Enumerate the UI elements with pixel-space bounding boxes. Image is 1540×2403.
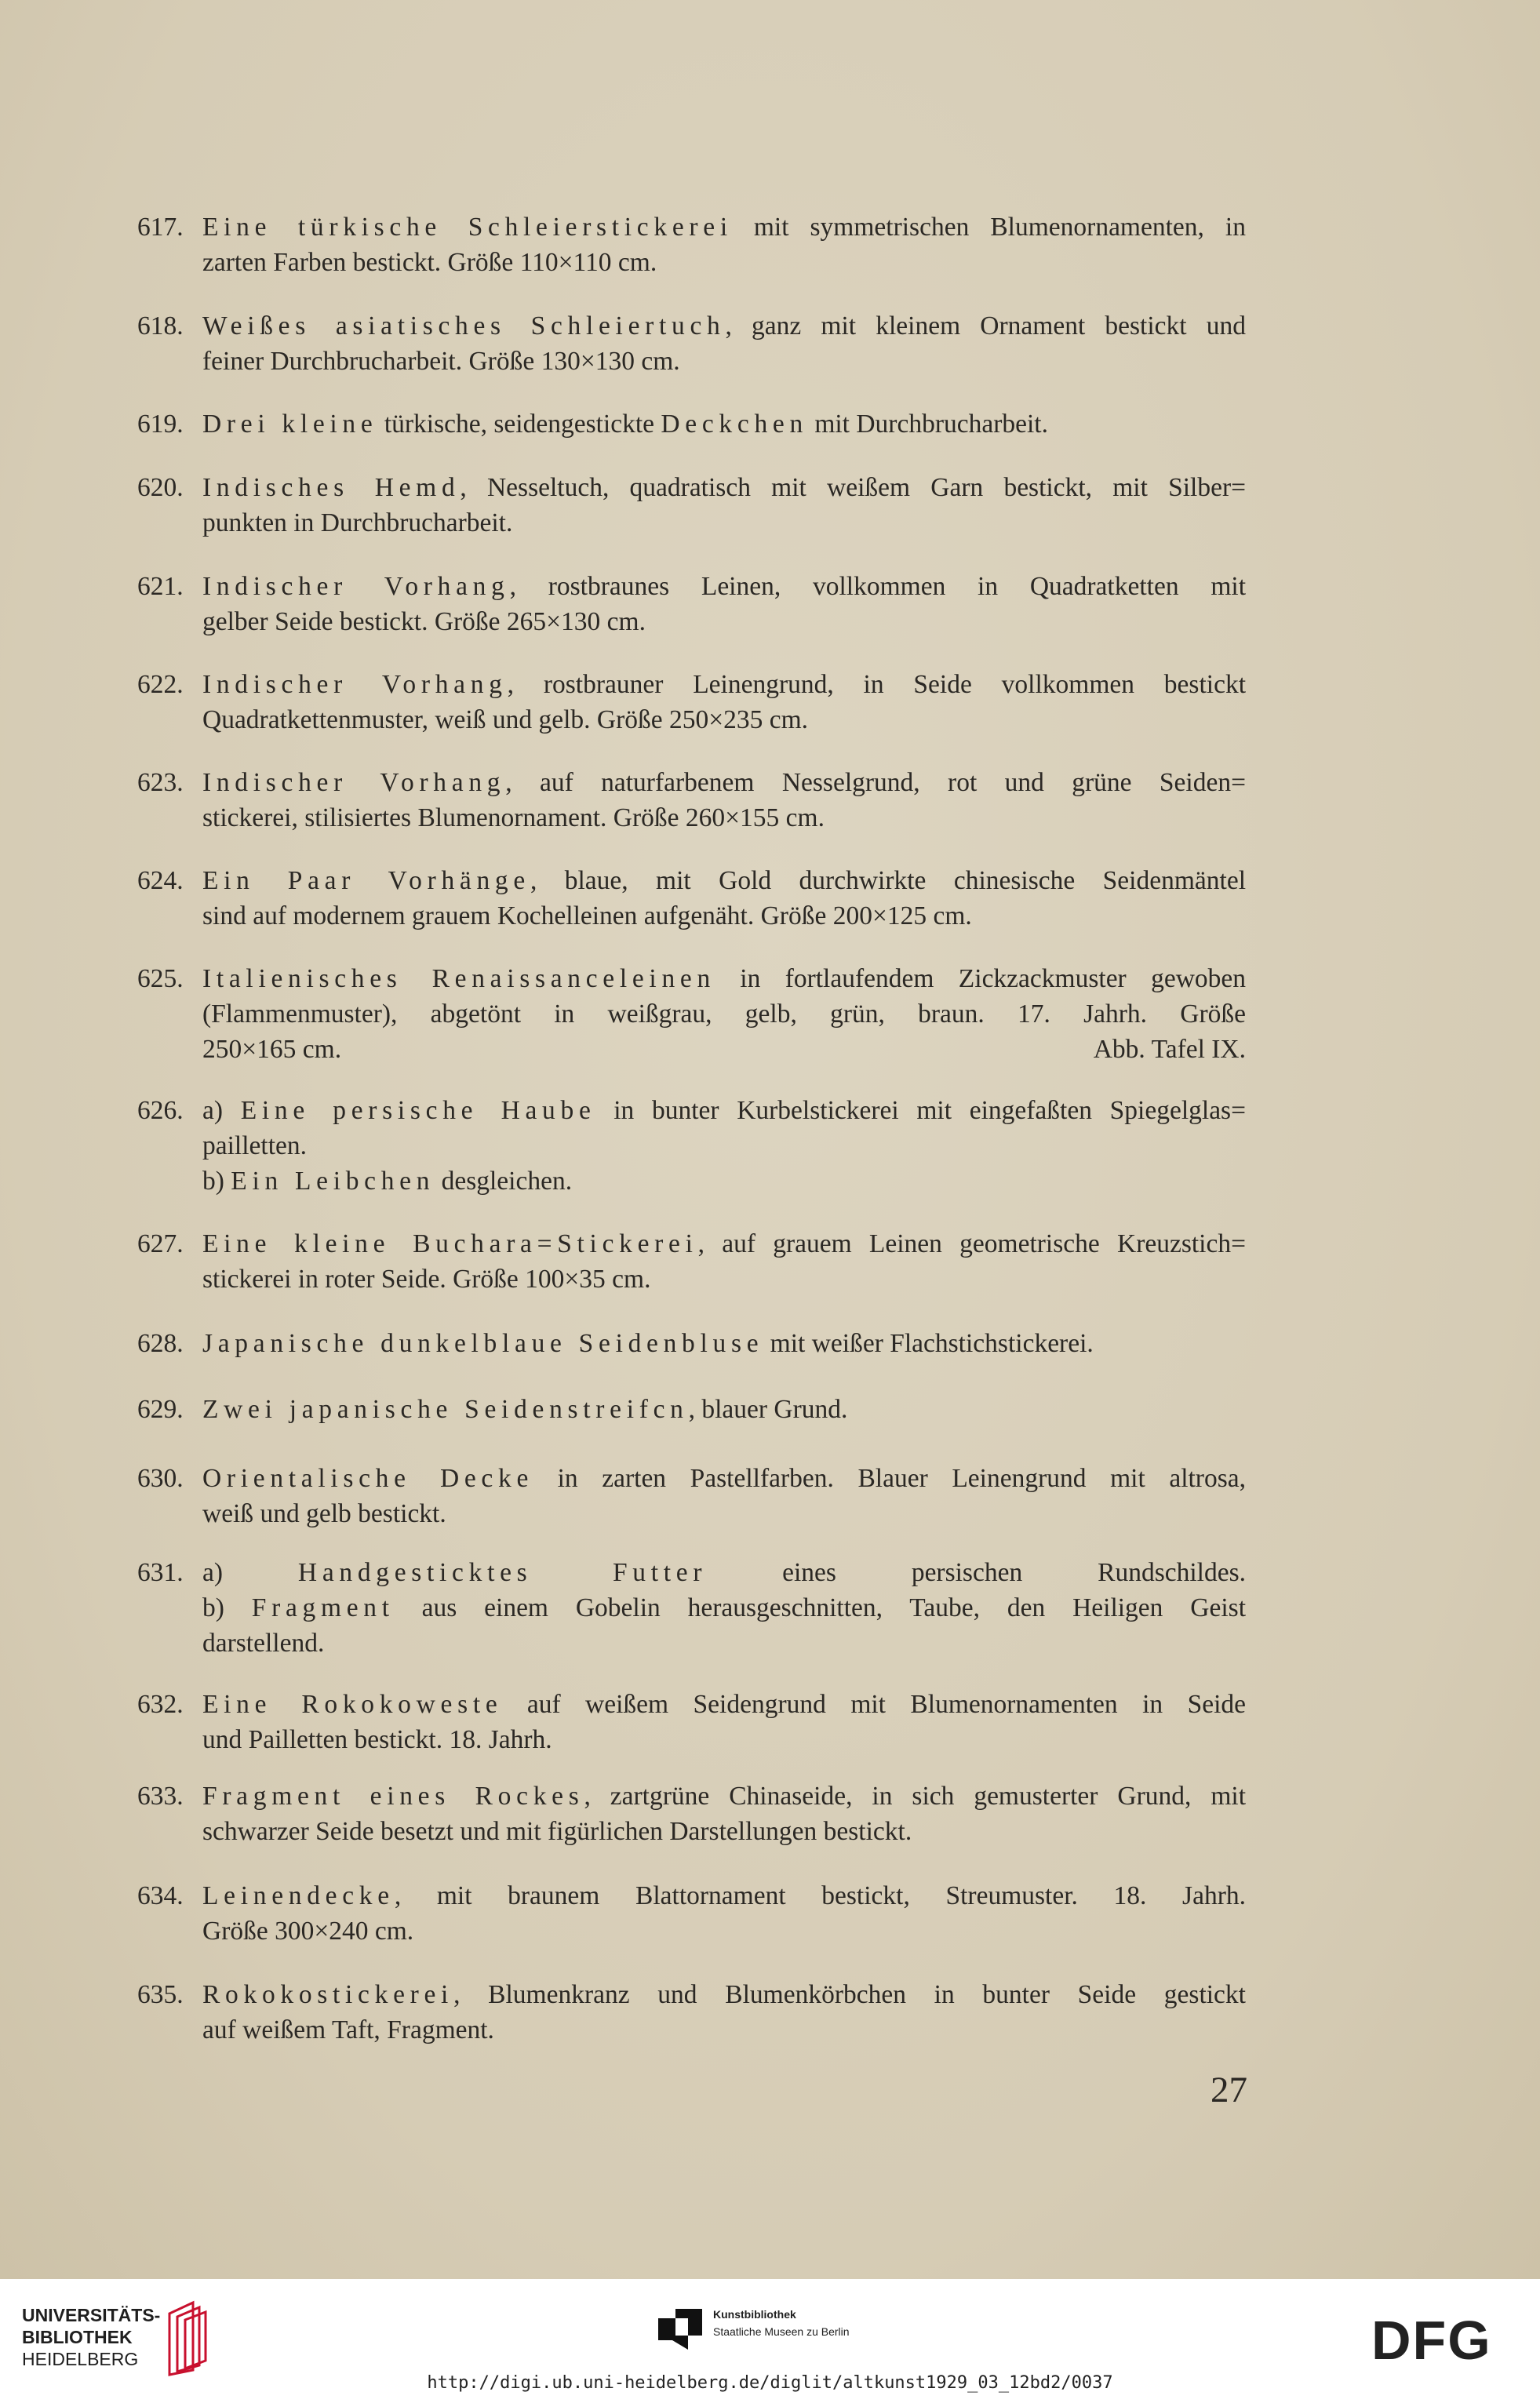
entry-text-segment: , rostbrauner Leinengrund, in Seide vollkommen bestickt: [507, 670, 1246, 699]
kunstbibliothek-emblem-icon: [657, 2307, 704, 2351]
entry-text-segment: und Pailletten bestickt. 18. Jahrh.: [202, 1725, 552, 1754]
dfg-logo[interactable]: [1371, 2312, 1520, 2367]
entry-line: [202, 1461, 1246, 1496]
entry-text: [202, 1878, 1246, 1949]
entry-line: [202, 1093, 1246, 1128]
entry-title-spaced: Deckchen: [661, 410, 808, 439]
entry-text: [202, 1779, 1246, 1849]
entry-title-spaced: Zwei japanische Seidenstreifcn: [202, 1395, 689, 1424]
entry-text-segment: feiner Durchbrucharbeit. Größe 130×130 cm.: [202, 347, 680, 376]
digitization-footer: [0, 2279, 1540, 2403]
entry-text-segment: Abb. Tafel IX.: [1093, 1035, 1246, 1064]
entry-text-segment: mit Durchbrucharbeit.: [807, 410, 1048, 439]
dfg-text: DFG: [1371, 2312, 1492, 2367]
entry-text: [202, 308, 1246, 379]
entry-line: [202, 209, 1246, 245]
entry-text-segment: stickerei, stilisiertes Blumenornament. Größe 260×155 cm.: [202, 803, 825, 832]
entry-text-segment: stickerei in roter Seide. Größe 100×35 cm.: [202, 1265, 651, 1294]
entry-text-segment: weiß und gelb bestickt.: [202, 1499, 446, 1528]
entry-text-segment: schwarzer Seide besetzt und mit figürlichen Darstellungen bestickt.: [202, 1817, 912, 1846]
entry-line: [202, 800, 1246, 836]
entry-number: 624.: [137, 866, 184, 895]
entry-number: 634.: [137, 1881, 184, 1910]
entry-line: [202, 1226, 1246, 1262]
entry-text-segment: türkische, seidengestickte: [377, 410, 661, 439]
entry-text-segment: auf weißem Seidengrund mit Blumenornamenten in Seide: [502, 1690, 1246, 1719]
entry-line: [202, 1392, 1246, 1427]
ub-emblem-icon: [154, 2299, 217, 2378]
entry-title-spaced: Handgesticktes Futter: [297, 1558, 708, 1587]
entry-line: [202, 765, 1246, 800]
entry-line: [202, 1590, 1246, 1626]
entry-text-segment: , Nesseltuch, quadratisch mit weißem Garn bestickt, mit Silber=: [460, 473, 1246, 502]
entry-line: [202, 1163, 1246, 1199]
page-number: 27: [1211, 2070, 1247, 2110]
entry-number: 625.: [137, 964, 184, 993]
ub-line-1: UNIVERSITÄTS-: [22, 2305, 161, 2325]
entry-text-segment: sind auf modernem grauem Kochelleinen aufgenäht. Größe 200×125 cm.: [202, 901, 972, 930]
entry-line: [202, 604, 1246, 639]
entry-title-spaced: Drei kleine: [202, 410, 378, 439]
entry-text-segment: in bunter Kurbelstickerei mit eingefaßten Spiegelglas=: [595, 1096, 1246, 1125]
entry-text-segment: aus einem Gobelin herausgeschnitten, Taube, den Heiligen Geist: [394, 1593, 1246, 1622]
entry-text: [202, 1555, 1246, 1661]
entry-line: [202, 1687, 1246, 1722]
entry-text-segment: desgleichen.: [435, 1167, 573, 1196]
entry-line: [202, 667, 1246, 702]
entry-number: 626.: [137, 1096, 184, 1125]
entry-text-segment: eines persischen Rundschildes.: [707, 1558, 1246, 1587]
entry-line: [202, 961, 1246, 996]
entry-line: [202, 344, 1246, 379]
entry-title-spaced: Leinendecke: [202, 1881, 395, 1910]
entry-line: [202, 1722, 1246, 1757]
entry-title-spaced: Italienisches Renaissanceleinen: [202, 964, 715, 993]
entry-text: [202, 1977, 1246, 2048]
entry-line: [202, 1032, 1246, 1067]
entry-number: 617.: [137, 213, 184, 242]
entry-text: [202, 863, 1246, 934]
entry-line: [202, 1878, 1246, 1913]
entry-text-segment: b): [202, 1593, 252, 1622]
entry-text: [202, 667, 1246, 737]
entry-text-segment: in fortlaufendem Zickzackmuster gewoben: [715, 964, 1247, 993]
entry-text-segment: b): [202, 1167, 231, 1196]
entry-line: [202, 1555, 1246, 1590]
entry-line: [202, 1496, 1246, 1531]
entry-text: [202, 765, 1246, 836]
entry-text-segment: , blaue, mit Gold durchwirkte chinesische Seidenmäntel: [530, 866, 1246, 895]
entry-title-spaced: Indischer Vorhang: [202, 670, 508, 699]
entry-number: 618.: [137, 311, 184, 340]
entry-title-spaced: Weißes asiatisches Schleiertuch: [202, 311, 726, 340]
entry-title-spaced: Japanische dunkelblaue Seidenbluse: [202, 1329, 764, 1358]
entry-number: 628.: [137, 1329, 184, 1358]
entry-text-segment: a): [202, 1558, 298, 1587]
entry-number: 635.: [137, 1980, 184, 2009]
entry-text: [202, 1687, 1246, 1757]
entry-line: [202, 406, 1246, 442]
entry-title-spaced: Orientalische Decke: [202, 1464, 534, 1493]
entry-number: 623.: [137, 768, 184, 797]
entry-text-segment: , rostbraunes Leinen, vollkommen in Quadratketten mit: [509, 572, 1246, 601]
entry-line: [202, 308, 1246, 344]
entry-title-spaced: Ein Leibchen: [231, 1167, 435, 1196]
entry-text-segment: mit symmetrischen Blumenornamenten, in: [732, 213, 1246, 242]
entry-line: [202, 996, 1246, 1032]
entry-number: 620.: [137, 473, 184, 502]
entry-text: [202, 470, 1246, 541]
entry-text-segment: pailletten.: [202, 1131, 308, 1160]
entry-text-segment: , mit braunem Blattornament bestickt, Streumuster. 18. Jahrh.: [394, 1881, 1246, 1910]
entry-line: [202, 1814, 1246, 1849]
entry-number: 619.: [137, 410, 184, 439]
entry-text-segment: a): [202, 1096, 241, 1125]
entry-line: [202, 1779, 1246, 1814]
entry-line: [202, 2012, 1246, 2048]
entry-line: [202, 702, 1246, 737]
entry-title-spaced: Eine türkische Schleierstickerei: [202, 213, 733, 242]
kunstbibliothek-title: Kunstbibliothek: [713, 2308, 796, 2321]
entry-title-spaced: Fragment eines Rockes: [202, 1782, 584, 1811]
entry-text-segment: , Blumenkranz und Blumenkörbchen in bunter Seide gestickt: [453, 1980, 1246, 2009]
entry-text-segment: mit weißer Flachstichstickerei.: [763, 1329, 1094, 1358]
entry-line: [202, 470, 1246, 505]
ub-line-2: BIBLIOTHEK: [22, 2327, 133, 2347]
entry-text: [202, 1326, 1246, 1361]
entry-line: [202, 1262, 1246, 1297]
entry-line: [202, 505, 1246, 541]
entry-title-spaced: Eine Rokokoweste: [202, 1690, 503, 1719]
entry-text-segment: , zartgrüne Chinaseide, in sich gemusterter Grund, mit: [584, 1782, 1246, 1811]
entry-title-spaced: Eine persische Haube: [240, 1096, 596, 1125]
entry-number: 630.: [137, 1464, 184, 1493]
entry-line: [202, 898, 1246, 934]
entry-text-segment: , auf grauem Leinen geometrische Kreuzstich=: [697, 1229, 1246, 1258]
entry-line: [202, 1326, 1246, 1361]
entry-text: [202, 406, 1246, 442]
entry-text-segment: zarten Farben bestickt. Größe 110×110 cm.: [202, 248, 657, 277]
kunstbibliothek-logo[interactable]: [657, 2303, 892, 2357]
entry-text-segment: punkten in Durchbrucharbeit.: [202, 508, 513, 537]
kunstbibliothek-subtitle: Staatliche Museen zu Berlin: [713, 2325, 850, 2338]
entry-text-segment: gelber Seide bestickt. Größe 265×130 cm.: [202, 607, 646, 636]
entry-number: 631.: [137, 1558, 184, 1587]
entry-number: 627.: [137, 1229, 184, 1258]
entry-line: [202, 863, 1246, 898]
entry-text-segment: , ganz mit kleinem Ornament bestickt und: [725, 311, 1247, 340]
entry-line: [202, 1128, 1246, 1163]
entry-number: 633.: [137, 1782, 184, 1811]
entry-title-spaced: Indischer Vorhang: [202, 768, 506, 797]
entry-text-segment: in zarten Pastellfarben. Blauer Leinengrund mit altrosa,: [533, 1464, 1246, 1493]
entry-text: [202, 1226, 1246, 1297]
entry-text-segment: darstellend.: [202, 1629, 325, 1658]
entry-text: [202, 1093, 1246, 1199]
entry-number: 632.: [137, 1690, 184, 1719]
entry-line: [202, 1913, 1246, 1949]
entry-title-spaced: Eine kleine Buchara=Stickerei: [202, 1229, 698, 1258]
permalink-url[interactable]: http://digi.ub.uni-heidelberg.de/diglit/altkunst1929_03_12bd2/0037: [427, 2373, 1113, 2393]
entry-text: [202, 209, 1246, 280]
entry-text-segment: Größe 300×240 cm.: [202, 1917, 414, 1946]
entry-text: [202, 569, 1246, 639]
entry-line: [202, 569, 1246, 604]
entry-text-segment: (Flammenmuster), abgetönt in weißgrau, gelb, grün, braun. 17. Jahrh. Größe: [202, 999, 1246, 1029]
entry-text-segment: , auf naturfarbenem Nesselgrund, rot und grüne Seiden=: [505, 768, 1246, 797]
entry-line: [202, 1626, 1246, 1661]
entry-title-spaced: Ein Paar Vorhänge: [202, 866, 530, 895]
entry-text-segment: , blauer Grund.: [688, 1395, 848, 1424]
entry-text: [202, 1461, 1246, 1531]
entry-line: [202, 245, 1246, 280]
entry-title-spaced: Indisches Hemd: [202, 473, 461, 502]
entry-number: 622.: [137, 670, 184, 699]
entry-title-spaced: Fragment: [251, 1593, 395, 1622]
ub-line-3: HEIDELBERG: [22, 2349, 139, 2369]
entry-title-spaced: Rokokostickerei: [202, 1980, 454, 2009]
entry-text: [202, 961, 1246, 1067]
entry-line: [202, 1977, 1246, 2012]
entry-text-segment: 250×165 cm.: [202, 1035, 342, 1064]
entry-title-spaced: Indischer Vorhang: [202, 572, 510, 601]
entry-text: [202, 1392, 1246, 1427]
entry-number: 621.: [137, 572, 184, 601]
entry-text-segment: Quadratkettenmuster, weiß und gelb. Größe 250×235 cm.: [202, 705, 809, 734]
entry-number: 629.: [137, 1395, 184, 1424]
entry-text-segment: auf weißem Taft, Fragment.: [202, 2015, 494, 2044]
